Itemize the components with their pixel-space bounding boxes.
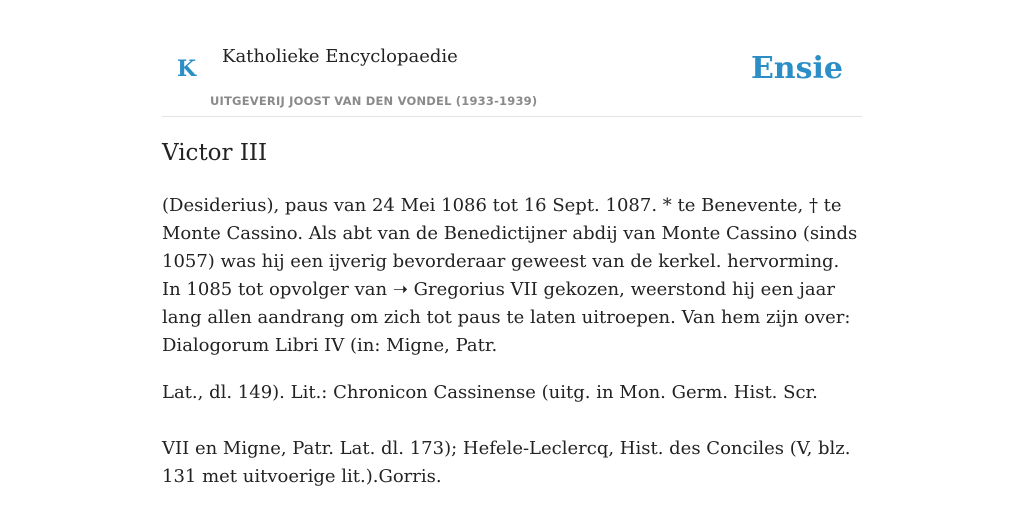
article-paragraph: VII en Migne, Patr. Lat. dl. 173); Hefele-Leclercq, Hist. des Conciles (V, blz. 131 met uitvoerige lit.).Gorris. bbox=[162, 438, 851, 487]
encyclopedia-title[interactable]: Katholieke Encyclopaedie bbox=[222, 46, 458, 67]
article-paragraph: (Desiderius), paus van 24 Mei 1086 tot 16 Sept. 1087. * te Benevente, † te Monte Cassino. Als abt van de Benedictijner abdij van Monte Cassino (sinds 1057) was hij een ijverig bevorderaar geweest van de kerkel. hervorming. In 1085 tot opvolger van ➝ Gregorius VII gekozen, weerstond hij een jaar lang allen aandrang om zich tot paus te laten uitroepen. Van hem zijn over: Dialogorum Libri IV (in: Migne, Patr. bbox=[162, 195, 858, 356]
logo-icon[interactable]: K bbox=[177, 56, 197, 82]
article-title: Victor III bbox=[162, 140, 268, 166]
publisher-label: UITGEVERIJ JOOST VAN DEN VONDEL (1933-1939) bbox=[210, 94, 538, 108]
brand-logo[interactable]: Ensie bbox=[750, 51, 843, 86]
site-header bbox=[162, 0, 862, 117]
article-paragraph: Lat., dl. 149). Lit.: Chronicon Cassinense (uitg. in Mon. Germ. Hist. Scr. bbox=[162, 382, 818, 403]
